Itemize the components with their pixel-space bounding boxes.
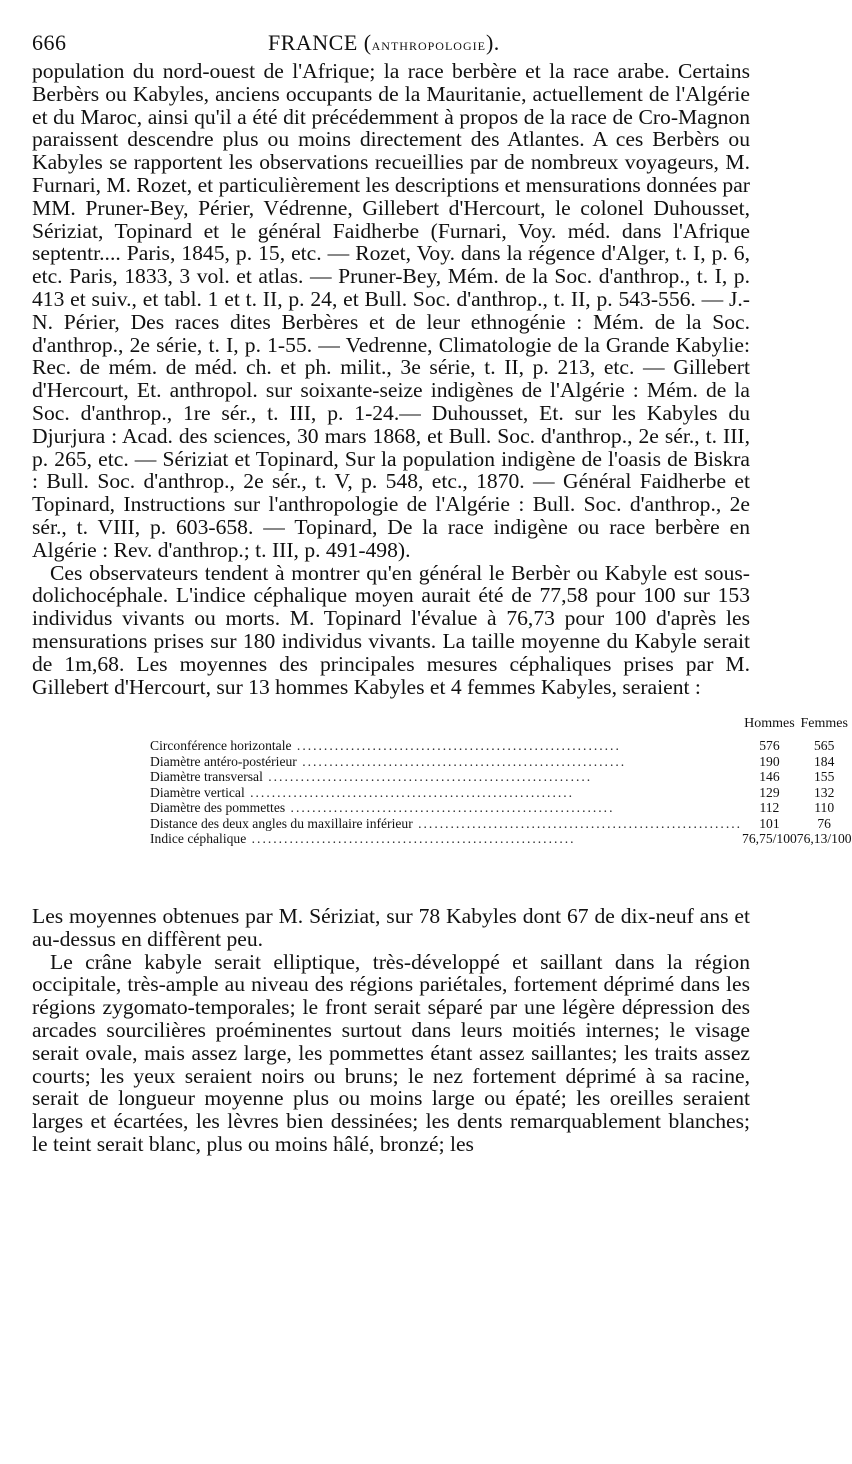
measure-label: Indice céphalique ............................................................ bbox=[150, 831, 576, 847]
measure-men: 101 bbox=[759, 815, 780, 831]
page-number: 666 bbox=[32, 30, 67, 55]
measure-men: 129 bbox=[759, 784, 780, 800]
measure-women: 155 bbox=[813, 769, 835, 785]
running-header bbox=[32, 30, 750, 60]
table-row bbox=[150, 816, 852, 832]
measure-women: 565 bbox=[813, 737, 835, 753]
measure-men: 576 bbox=[759, 737, 780, 753]
measure-label: Diamètre antéro-postérieur ............................................................ bbox=[150, 753, 627, 769]
measure-men: 76,75/100 bbox=[742, 831, 797, 847]
table-row bbox=[150, 785, 852, 801]
measure-label: Diamètre des pommettes ............................................................ bbox=[150, 800, 615, 816]
paragraph-kabyle-skull: Le crâne kabyle serait elliptique, très-développé et saillant dans la région occipitale, très-ample au niveau des régions pariétales, fortement déprimé dans les régions zygomato-temporales; le front serait séparé par une légère dépression des arcades sourcilières proéminentes surtout dans leurs moitiés internes; le visage serait ovale, mais assez large, les pommettes étant assez saillantes; les traits assez courts; les yeux seraient noirs ou bruns; le nez fortement déprimé à sa racine, serait de longueur moyenne plus ou moins large ou épaté; les oreilles seraient larges et écartées, les lèvres bien dessinées; les dents remarquablement blanches; le teint serait blanc, plus ou moins hâlé, bronzé; les bbox=[32, 949, 750, 1157]
table-row bbox=[150, 800, 852, 816]
measure-women: 184 bbox=[813, 753, 835, 769]
paragraph-cephalic-index: Ces observateurs tendent à montrer qu'en général le Berbèr ou Kabyle est sous-dolichocéphale. L'indice céphalique moyen aurait été de 77,58 pour 100 sur 153 individus vivants ou morts. M. Topinard l'évalue à 76,73 pour 100 d'après les mensurations prises sur 180 individus vivants. La taille moyenne du Kabyle serait de 1m,68. Les moyennes des principales mesures céphaliques prises par M. Gillebert d'Hercourt, sur 13 hommes Kabyles et 4 femmes Kabyles, seraient : bbox=[32, 560, 750, 699]
table-row bbox=[150, 831, 852, 847]
measure-label: Diamètre vertical ............................................................ bbox=[150, 784, 575, 800]
measure-label: Distance des deux angles du maxillaire inférieur ............................................................ bbox=[150, 815, 743, 831]
measurements-table bbox=[150, 716, 852, 847]
running-title: FRANCE (anthropologie). bbox=[268, 30, 500, 55]
measure-men: 190 bbox=[759, 753, 780, 769]
table-header-row bbox=[150, 716, 852, 738]
table-row bbox=[150, 738, 852, 754]
paragraph-berbers-sources: population du nord-ouest de l'Afrique; la race berbère et la race arabe. Certains Berbèrs ou Kabyles, anciens occupants de la Mauritanie, actuellement de l'Algérie et du Maroc, ainsi qu'il a été dit précédemment à propos de la race de Cro-Magnon paraissent descendre plus ou moins directement des Atlantes. A ces Berbèrs ou Kabyles se rapportent les observations recueillies par de nombreux voyageurs, M. Furnari, M. Rozet, et particulièrement les descriptions et mensurations données par MM. Pruner-Bey, Périer, Védrenne, Gillebert d'Hercourt, le colonel Duhousset, Sériziat, Topinard et le général Faidherbe (Furnari, Voy. méd. dans l'Afrique septentr.... Paris, 1845, p. 15, etc. — Rozet, Voy. dans la régence d'Alger, t. I, p. 6, etc. Paris, 1833, 3 vol. et atlas. — Pruner-Bey, Mém. de la Soc. d'anthrop., t. I, p. 413 et suiv., et tabl. 1 et t. II, p. 24, et Bull. Soc. d'anthrop., t. II, p. 543-556. — J.-N. Périer, Des races dites Berbères et de leur ethnogénie : Mém. de la Soc. d'anthrop., 2e série, t. I, p. 1-55. — Vedrenne, Climatologie de la Grande Kabylie: Rec. de mém. de méd. ch. et ph. milit., 3e série, t. II, p. 213, etc. — Gillebert d'Hercourt, Et. anthropol. sur soixante-seize indigènes de l'Algérie : Mém. de la Soc. d'anthrop., 1re sér., t. III, p. 1-24.— Duhousset, Et. sur les Kabyles du Djurjura : Acad. des sciences, 30 mars 1868, et Bull. Soc. d'anthrop., 2e sér., t. III, p. 265, etc. — Sériziat et Topinard, Sur la population indigène de l'oasis de Biskra : Bull. Soc. d'anthrop., 2e sér., t. V, p. 548, etc., 1870. — Général Faidherbe et Topinard, Instructions sur l'anthropologie de l'Algérie : Bull. Soc. d'anthrop., 2e sér., t. VIII, p. 603-658. — Topinard, De la race indigène ou race berbère en Algérie : Rev. d'anthrop.; t. III, p. 491-498). bbox=[32, 59, 750, 562]
page bbox=[32, 30, 852, 1157]
table-row bbox=[150, 769, 852, 785]
column-men: Hommes bbox=[744, 716, 795, 732]
measure-women: 76 bbox=[817, 815, 831, 831]
table-row bbox=[150, 754, 852, 770]
measure-women: 132 bbox=[813, 784, 835, 800]
running-title-smallcaps: anthropologie bbox=[371, 35, 486, 54]
measure-men: 146 bbox=[759, 769, 780, 785]
measure-men: 112 bbox=[759, 800, 780, 816]
measure-label: Diamètre transversal ............................................................ bbox=[150, 769, 593, 785]
paragraph-seriziat: Les moyennes obtenues par M. Sériziat, sur 78 Kabyles dont 67 de dix-neuf ans et au-dessus en diffèrent peu. bbox=[32, 904, 750, 951]
measure-label: Circonférence horizontale ............................................................ bbox=[150, 737, 621, 753]
measure-women: 76,13/100 bbox=[796, 831, 852, 847]
measure-women: 110 bbox=[814, 800, 835, 816]
column-women: Femmes bbox=[800, 716, 848, 732]
